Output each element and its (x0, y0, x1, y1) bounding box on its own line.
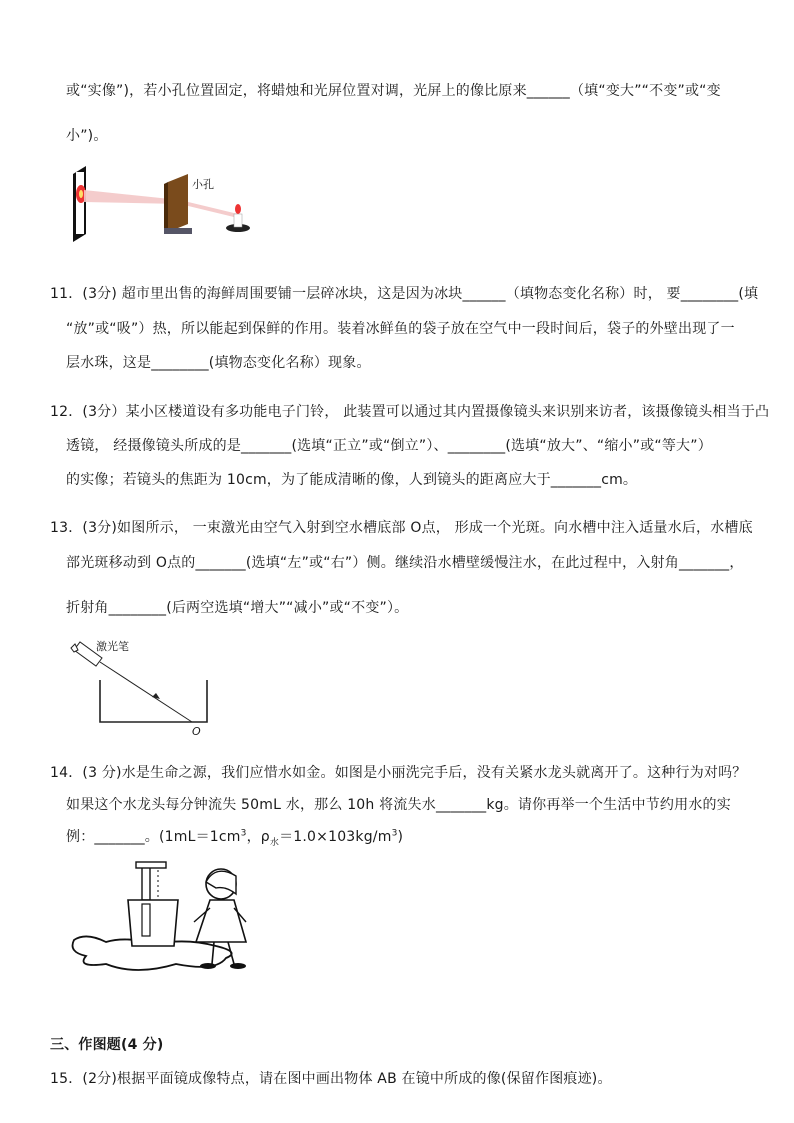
q13-line-1: 13．(3分)如图所示， 一束激光由空气入射到空水槽底部 O点， 形成一个光斑。向水槽中注入适量水后，水槽底 (50, 520, 753, 536)
q13-line-3: 折射角________(后两空选填“增大”“减小”或“不变”）。 (66, 600, 409, 616)
faucet-girl-figure (66, 860, 266, 980)
q11-line-3: 层水珠，这是________(填物态变化名称）现象。 (66, 355, 371, 371)
q14-line-1: 14．(3 分)水是生命之源，我们应惜水如金。如图是小丽洗完手后，没有关紧水龙头就离开了。这种行为对吗？ (50, 765, 747, 781)
q10-line-1: 或“实像”)，若小孔位置固定，将蜡烛和光屏位置对调，光屏上的像比原来______（填“变大”“不变”或“变 (66, 83, 721, 99)
q12-line-1: 12．(3分）某小区楼道设有多功能电子门铃， 此装置可以通过其内置摄像镜头来识别来访者，该摄像镜头相当于凸 (50, 404, 770, 420)
q11-line-1: 11．(3分) 超市里出售的海鲜周围要铺一层碎冰块，这是因为冰块______（填物态变化名称）时， 要________(填 (50, 286, 759, 302)
pinhole-figure (68, 162, 268, 247)
q13-line-2: 部光斑移动到 O点的_______(选填“左”或“右”）侧。继续沿水槽壁缓慢注水，在此过程中，入射角_______， (66, 555, 744, 571)
pinhole-label: 小孔 (192, 178, 214, 191)
q14-line-2: 如果这个水龙头每分钟流失 50mL 水，那么 10h 将流失水_______kg。请你再举一个生活中节约用水的实 (66, 797, 731, 813)
laser-pen-label: 激光笔 (96, 640, 129, 653)
q14-line-3: 例：_______。($1mL=1cm^3$，$\rho_水=1.0\times 103kg/m^3$) (66, 828, 404, 848)
q10-line-2: 小”)。 (66, 128, 108, 144)
q11-line-2: “放”或“吸”）热，所以能起到保鲜的作用。装着冰鲜鱼的袋子放在空气中一段时间后，袋子的外壁出现了一 (66, 321, 735, 337)
point-o-label: O (192, 725, 201, 738)
section-3-title: 三、作图题(4 分) (50, 1037, 164, 1053)
q12-line-2: 透镜， 经摄像镜头所成的是_______(选填“正立”或“倒立”）、________(选填“放大”、“缩小”或“等大”） (66, 438, 712, 454)
q15-line-1: 15．(2分)根据平面镜成像特点，请在图中画出物体 AB 在镜中所成的像(保留作图痕迹)。 (50, 1071, 612, 1087)
laser-tank-figure (66, 636, 226, 741)
q12-line-3: 的实像；若镜头的焦距为 10cm，为了能成清晰的像，人到镜头的距离应大于_______cm。 (66, 472, 638, 488)
